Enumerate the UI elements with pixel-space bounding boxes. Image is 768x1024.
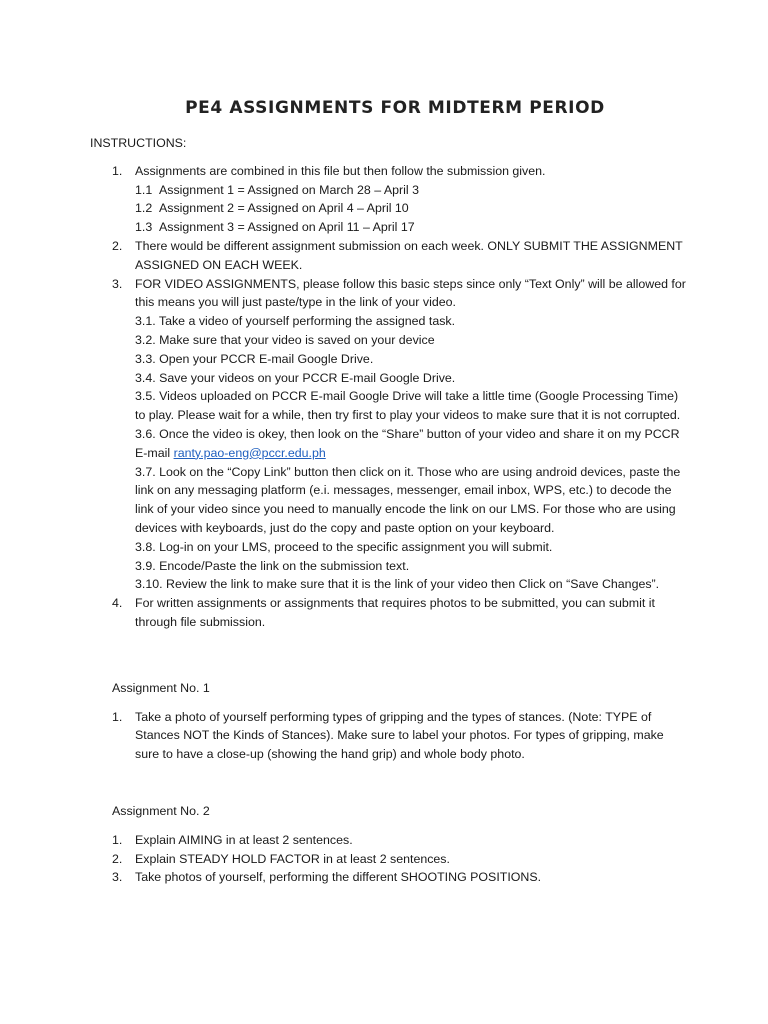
list-item: 1. Take a photo of yourself performing types of gripping and the types of stances. (Note: TYPE of Stances NOT the Kinds of Stances). Make sure to label your photos. For types of gripping, make sure to have a close-up (showing the hand grip) and whole body photo. <box>112 709 664 762</box>
instruction-item-2: 2. There would be different assignment submission on each week. ONLY SUBMIT THE ASSIGNMENT ASSIGNED ON EACH WEEK. <box>112 238 683 272</box>
email-link[interactable]: ranty.pao-eng@pccr.edu.ph <box>173 445 326 460</box>
assignment-1-list <box>90 708 688 764</box>
instruction-item-4: 4. For written assignments or assignments that requires photos to be submitted, you can submit it through file submission. <box>112 596 655 629</box>
instructions-label: INSTRUCTIONS: <box>90 136 187 150</box>
list-item: 3. Take photos of yourself, performing the different SHOOTING POSITIONS. <box>112 870 542 885</box>
instruction-text: There would be different assignment submission on each week. ONLY SUBMIT THE ASSIGNMENT ASSIGNED ON EACH WEEK. <box>135 238 683 272</box>
step-item: 3.1. Take a video of yourself performing the assigned task. <box>135 314 456 329</box>
instruction-text: FOR VIDEO ASSIGNMENTS, please follow this basic steps since only “Text Only” will be allowed for this means you will just paste/type in the link of your video. <box>135 276 686 310</box>
step-item: 3.9. Encode/Paste the link on the submission text. <box>135 558 410 573</box>
step-item: 3.5. Videos uploaded on PCCR E-mail Google Drive will take a little time (Google Processing Time) to play. Please wait for a while, then try first to play your videos to make sure that it is not corrupted. <box>135 389 681 423</box>
document-title: PE4 ASSIGNMENTS FOR MIDTERM PERIOD <box>185 98 605 118</box>
instruction-item-1: 1. Assignments are combined in this file but then follow the submission given. 1.1 Assignment 1 = Assigned on March 28 – April 3 1.2 Assignment 2 = Assigned on April 4 – April 10 1.3 Assignment 3 = Assigned on April 11 – April 17 <box>90 162 688 237</box>
assignment-2-list <box>90 831 688 887</box>
assignment-1-heading: Assignment No. 1 <box>112 680 210 695</box>
step-item: 3.2. Make sure that your video is saved on your device <box>135 332 435 347</box>
step-item: 3.6. Once the video is okey, then look on the “Share” button of your video and share it on my PCCR E-mail ranty.pao-eng@pccr.edu.ph <box>135 426 680 460</box>
instruction-text: For written assignments or assignments that requires photos to be submitted, you can submit it through file submission. <box>135 596 655 629</box>
list-item: 2. Explain STEADY HOLD FACTOR in at least 2 sentences. <box>112 851 450 866</box>
sub-item: 1.2 Assignment 2 = Assigned on April 4 – April 10 <box>135 201 409 216</box>
step-item: 3.4. Save your videos on your PCCR E-mail Google Drive. <box>135 370 456 385</box>
instruction-item-3: 3. FOR VIDEO ASSIGNMENTS, please follow this basic steps since only “Text Only” will be allowed for this means you will just paste/type in the link of your video. 3.1. Take a video of yourself performing the assigned task. 3.2. Make sure that your video is saved on your device 3.3. Open your PCCR E-mail Google Drive. 3.4. Save your videos on your PCCR E-mail Google Drive. 3.5. Videos uploaded on PCCR E-mail Google Drive will take a little time (Google Processing Time) to play. Please wait for a while, then try first to play your videos to make sure that it is not corrupted. 3.6. Once the video is okey, then look on the “Share” button of your video and share it on my PCCR E-mail ranty.pao-eng@pccr.edu.ph 3.7. Look on the “Copy Link” button then click on it. Those who are using android devices, paste the link on any messaging platform (e.i. messages, messenger, email inbox, WPS, etc.) to decode the link of your video since you need to manually encode the link on our LMS. For those who are using devices with keyboards, just do the copy and paste option on your keyboard. 3.8. Log-in on your LMS, proceed to the specific assignment you will submit. 3.9. Encode/Paste the link on the submission text. 3.10. Review the link to make sure that it is the link of your video then Click on “Save Changes”. <box>90 275 688 595</box>
sub-item: 1.3 Assignment 3 = Assigned on April 11 – April 17 <box>135 220 415 235</box>
assignment-1-section <box>90 679 688 764</box>
assignment-2-heading: Assignment No. 2 <box>112 803 210 818</box>
sub-item: 1.1 Assignment 1 = Assigned on March 28 – April 3 <box>135 182 420 197</box>
instruction-text: Assignments are combined in this file but then follow the submission given. <box>135 163 546 178</box>
instructions-list <box>90 162 688 632</box>
step-item: 3.7. Look on the “Copy Link” button then click on it. Those who are using android devices, paste the link on any messaging platform (e.i. messages, messenger, email inbox, WPS, etc.) to decode the link of your video since you need to manually encode the link on our LMS. For those who are using devices with keyboards, just do the copy and paste option on your keyboard. <box>135 464 681 535</box>
step-item: 3.10. Review the link to make sure that it is the link of your video then Click on “Save Changes”. <box>135 577 660 592</box>
list-item: 1. Explain AIMING in at least 2 sentences. <box>112 832 353 847</box>
step-item: 3.8. Log-in on your LMS, proceed to the specific assignment you will submit. <box>135 539 553 554</box>
step-item: 3.3. Open your PCCR E-mail Google Drive. <box>135 351 374 366</box>
assignment-2-section <box>90 802 688 887</box>
